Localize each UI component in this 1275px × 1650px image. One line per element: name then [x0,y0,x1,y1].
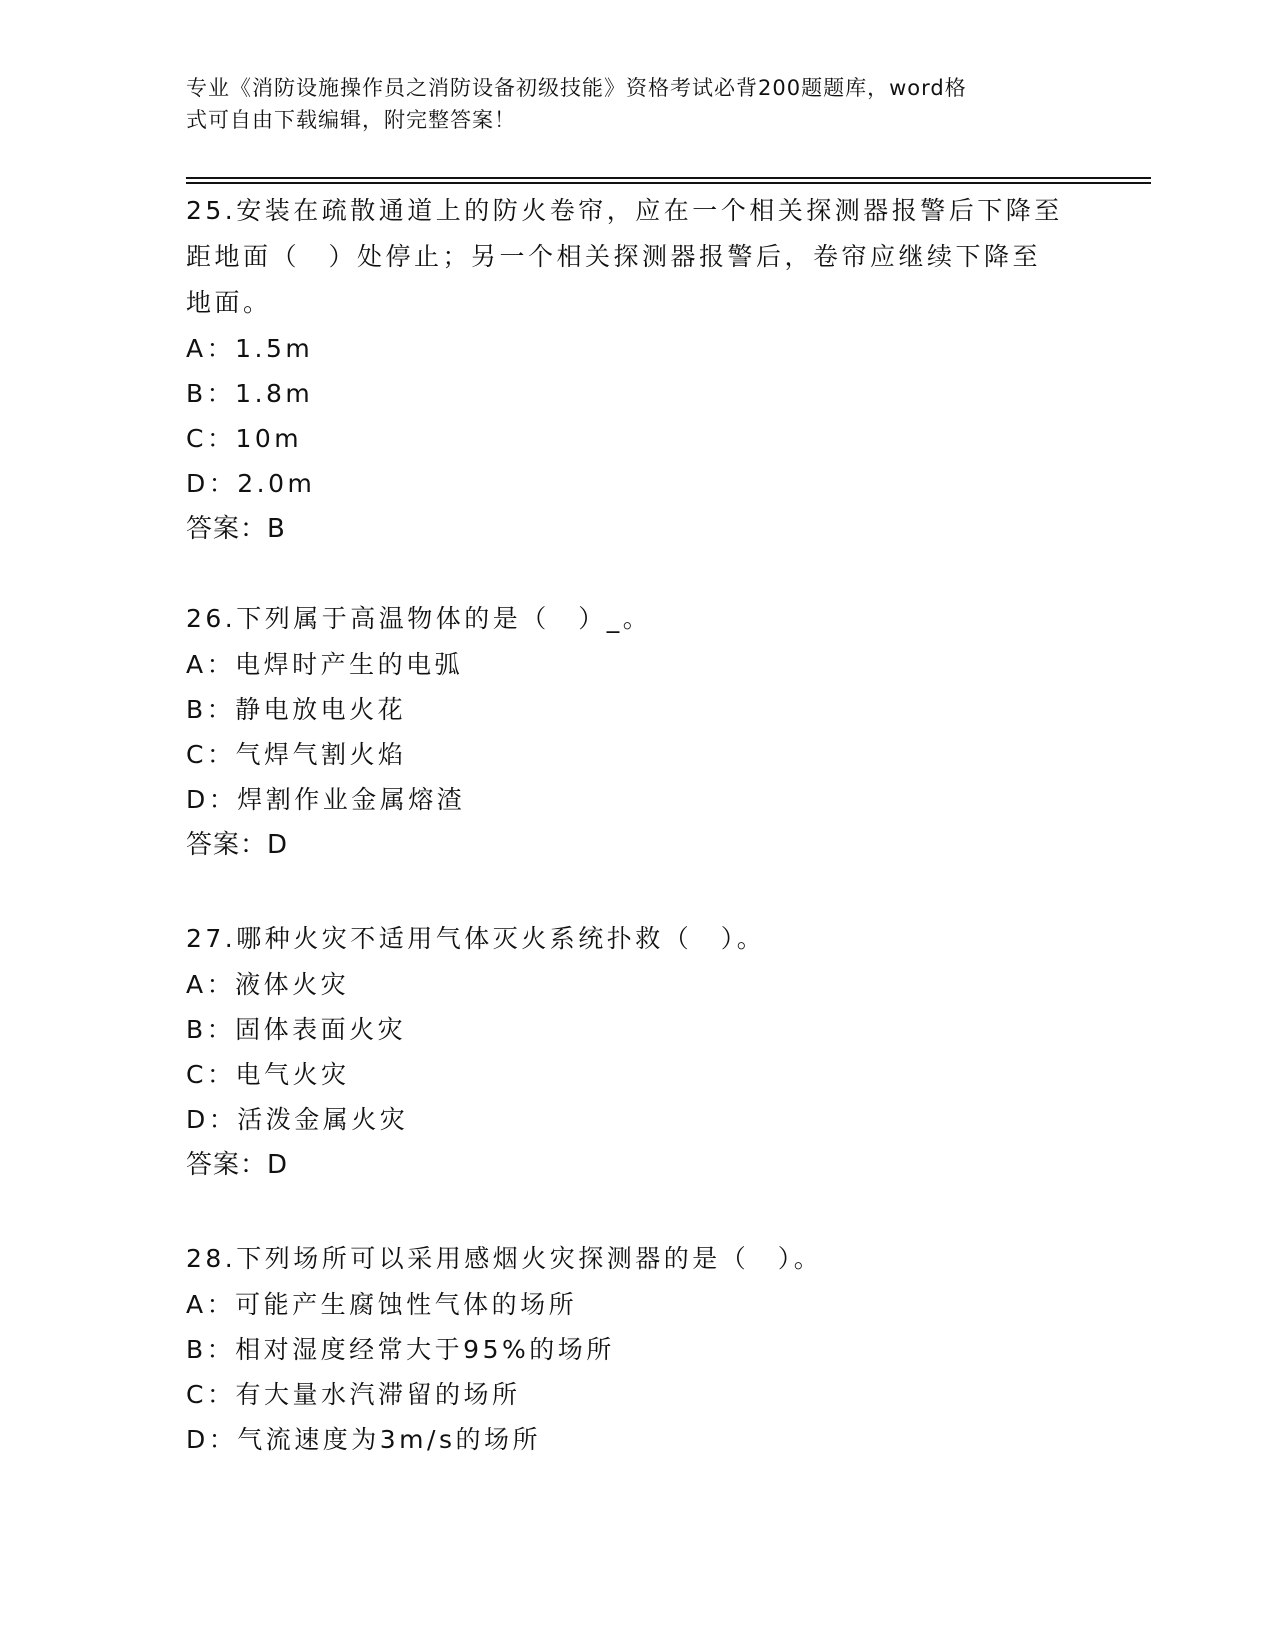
option-text: 电焊时产生的电弧 [235,650,464,679]
option-b [186,687,1086,732]
question-text-line: 28.下列场所可以采用感烟火灾探测器的是（ ）。 [186,1244,823,1273]
option-d [186,777,1086,822]
option-text: 焊割作业金属熔渣 [237,785,466,814]
question-25 [186,188,1086,552]
answer-label: 答案：B [186,514,286,544]
option-text: 活泼金属火灾 [237,1105,409,1134]
question-27 [186,916,1086,1188]
option-separator: ： [208,469,238,498]
option-separator: ： [206,1060,236,1089]
option-letter: A [186,970,207,999]
option-letter: C [186,740,207,769]
option-letter: B [186,1335,207,1364]
option-a [186,326,1086,371]
option-a [186,1282,1086,1327]
option-text: 气流速度为3m/s的场所 [237,1425,541,1454]
answer-label: 答案：D [186,830,289,860]
option-d [186,1417,1086,1462]
answer-label: 答案：D [186,1150,289,1180]
option-a [186,642,1086,687]
document-header [186,72,1066,136]
option-text: 静电放电火花 [235,695,407,724]
option-separator: ： [206,740,236,769]
option-separator: ： [206,334,236,363]
question-text-line: 地面。 [186,288,272,317]
option-letter: A [186,334,207,363]
question-text-line: 距地面（ ）处停止；另一个相关探测器报警后，卷帘应继续下降至 [186,242,1042,271]
option-text: 可能产生腐蚀性气体的场所 [235,1290,578,1319]
option-letter: C [186,1060,207,1089]
option-letter: D [186,1425,209,1454]
question-text [186,916,1086,962]
question-text [186,1236,1086,1282]
option-separator: ： [206,1380,236,1409]
option-separator: ： [206,1015,236,1044]
option-separator: ： [208,785,238,814]
option-text: 相对湿度经常大于95%的场所 [235,1335,615,1364]
option-c [186,416,1086,461]
option-b [186,371,1086,416]
option-c [186,732,1086,777]
option-separator: ： [206,1290,236,1319]
option-separator: ： [206,1335,236,1364]
option-separator: ： [206,379,236,408]
option-b [186,1327,1086,1372]
option-separator: ： [206,695,236,724]
option-b [186,1007,1086,1052]
option-text: 1.5m [235,334,314,363]
header-divider-bottom [186,182,1151,184]
question-text [186,188,1086,326]
question-text [186,596,1086,642]
option-letter: D [186,1105,209,1134]
header-divider-top [186,177,1151,179]
question-text-line: 27.哪种火灾不适用气体灭火系统扑救（ ）。 [186,924,766,953]
option-separator: ： [206,650,236,679]
option-letter: D [186,469,209,498]
option-text: 10m [235,424,303,453]
option-separator: ： [206,424,236,453]
option-text: 电气火灾 [235,1060,350,1089]
option-letter: A [186,1290,207,1319]
question-26 [186,596,1086,868]
option-c [186,1052,1086,1097]
option-letter: D [186,785,209,814]
option-letter: A [186,650,207,679]
question-28 [186,1236,1086,1462]
option-text: 1.8m [235,379,314,408]
option-letter: B [186,695,207,724]
option-d [186,461,1086,506]
option-c [186,1372,1086,1417]
option-letter: C [186,424,207,453]
option-text: 有大量水汽滞留的场所 [235,1380,521,1409]
option-letter: C [186,1380,207,1409]
option-text: 2.0m [237,469,316,498]
question-text-line: 26.下列属于高温物体的是（ ）_。 [186,604,652,633]
option-separator: ： [208,1105,238,1134]
option-separator: ： [206,970,236,999]
option-a [186,962,1086,1007]
header-line-2: 式可自由下载编辑，附完整答案！ [186,108,516,132]
header-line-1: 专业《消防设施操作员之消防设备初级技能》资格考试必背200题题库，word格 [186,76,967,100]
option-letter: B [186,379,207,408]
option-text: 气焊气割火焰 [235,740,407,769]
question-text-line: 25.安装在疏散通道上的防火卷帘，应在一个相关探测器报警后下降至 [186,196,1063,225]
option-text: 固体表面火灾 [235,1015,407,1044]
option-separator: ： [208,1425,238,1454]
option-d [186,1097,1086,1142]
option-text: 液体火灾 [235,970,350,999]
option-letter: B [186,1015,207,1044]
